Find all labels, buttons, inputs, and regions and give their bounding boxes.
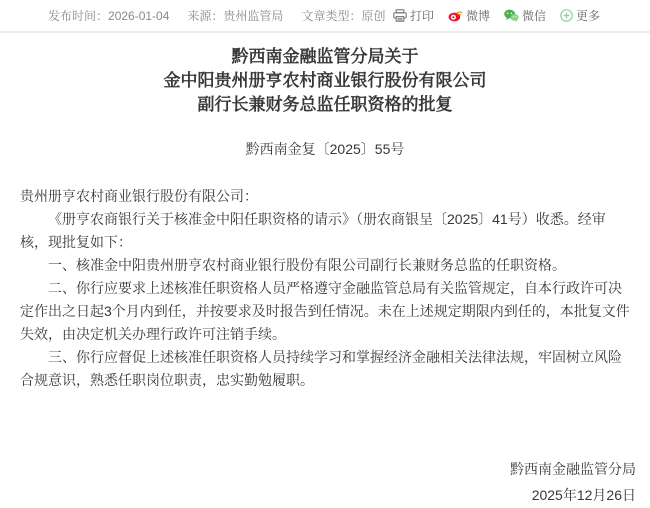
signature-date: 2025年12月26日 (531, 487, 636, 503)
document-title-line-3: 副行长兼财务总监任职资格的批复 (197, 95, 453, 114)
source (187, 7, 283, 24)
document-body (0, 185, 650, 392)
document-title-line-2: 金中阳贵州册亨农村商业银行股份有限公司 (163, 71, 487, 90)
body-paragraph-1: 《册亨农商银行关于核准金中阳任职资格的请示》（册农商银呈〔2025〕41号）收悉。经审核，现批复如下： (20, 211, 606, 250)
wechat-icon (504, 9, 519, 22)
plus-circle-icon (560, 9, 573, 22)
more-button-label: 更多 (575, 9, 600, 23)
signature-block (0, 456, 650, 508)
weibo-share-button[interactable] (448, 7, 490, 24)
article-meta-bar (0, 0, 650, 33)
document-number: 黔西南金复〔2025〕55号 (245, 141, 405, 157)
wechat-button-label: 微信 (521, 9, 546, 23)
article-type-label: 文章类型： (301, 9, 362, 23)
document-title (0, 45, 650, 117)
document-title-line-1: 黔西南金融监管分局关于 (231, 47, 419, 66)
print-button[interactable] (393, 7, 434, 24)
article-meta-group (48, 7, 385, 24)
more-share-button[interactable] (560, 7, 600, 24)
weibo-button-label: 微博 (465, 9, 490, 23)
signature-org: 黔西南金融监管分局 (510, 461, 636, 477)
publish-date-value: 2026-01-04 (108, 9, 170, 23)
article-type (301, 7, 385, 24)
body-paragraph-3: 二、你行应要求上述核准任职资格人员严格遵守金融监管总局有关监管规定，自本行政许可决定作出之日起3个月内到任，并按要求及时报告到任情况。未在上述规定期限内到任的，本批复文件失效，由决定机关办理行政许可注销手续。 (20, 280, 630, 342)
article-type-value: 原创 (361, 9, 386, 23)
body-paragraph-4: 三、你行应督促上述核准任职资格人员持续学习和掌握经济金融相关法律法规，牢固树立风险合规意识，熟悉任职岗位职责，忠实勤勉履职。 (20, 349, 622, 388)
publish-date (48, 7, 169, 24)
wechat-share-button[interactable] (504, 7, 546, 24)
print-button-label: 打印 (409, 9, 434, 23)
weibo-icon (448, 9, 463, 22)
salutation: 贵州册亨农村商业银行股份有限公司： (20, 188, 258, 204)
source-label: 来源： (187, 9, 224, 23)
body-paragraph-2: 一、核准金中阳贵州册亨农村商业银行股份有限公司副行长兼财务总监的任职资格。 (48, 257, 566, 273)
printer-icon (393, 9, 407, 22)
share-actions (393, 7, 600, 24)
source-value: 贵州监管局 (223, 9, 284, 23)
publish-date-label: 发布时间： (48, 9, 109, 23)
